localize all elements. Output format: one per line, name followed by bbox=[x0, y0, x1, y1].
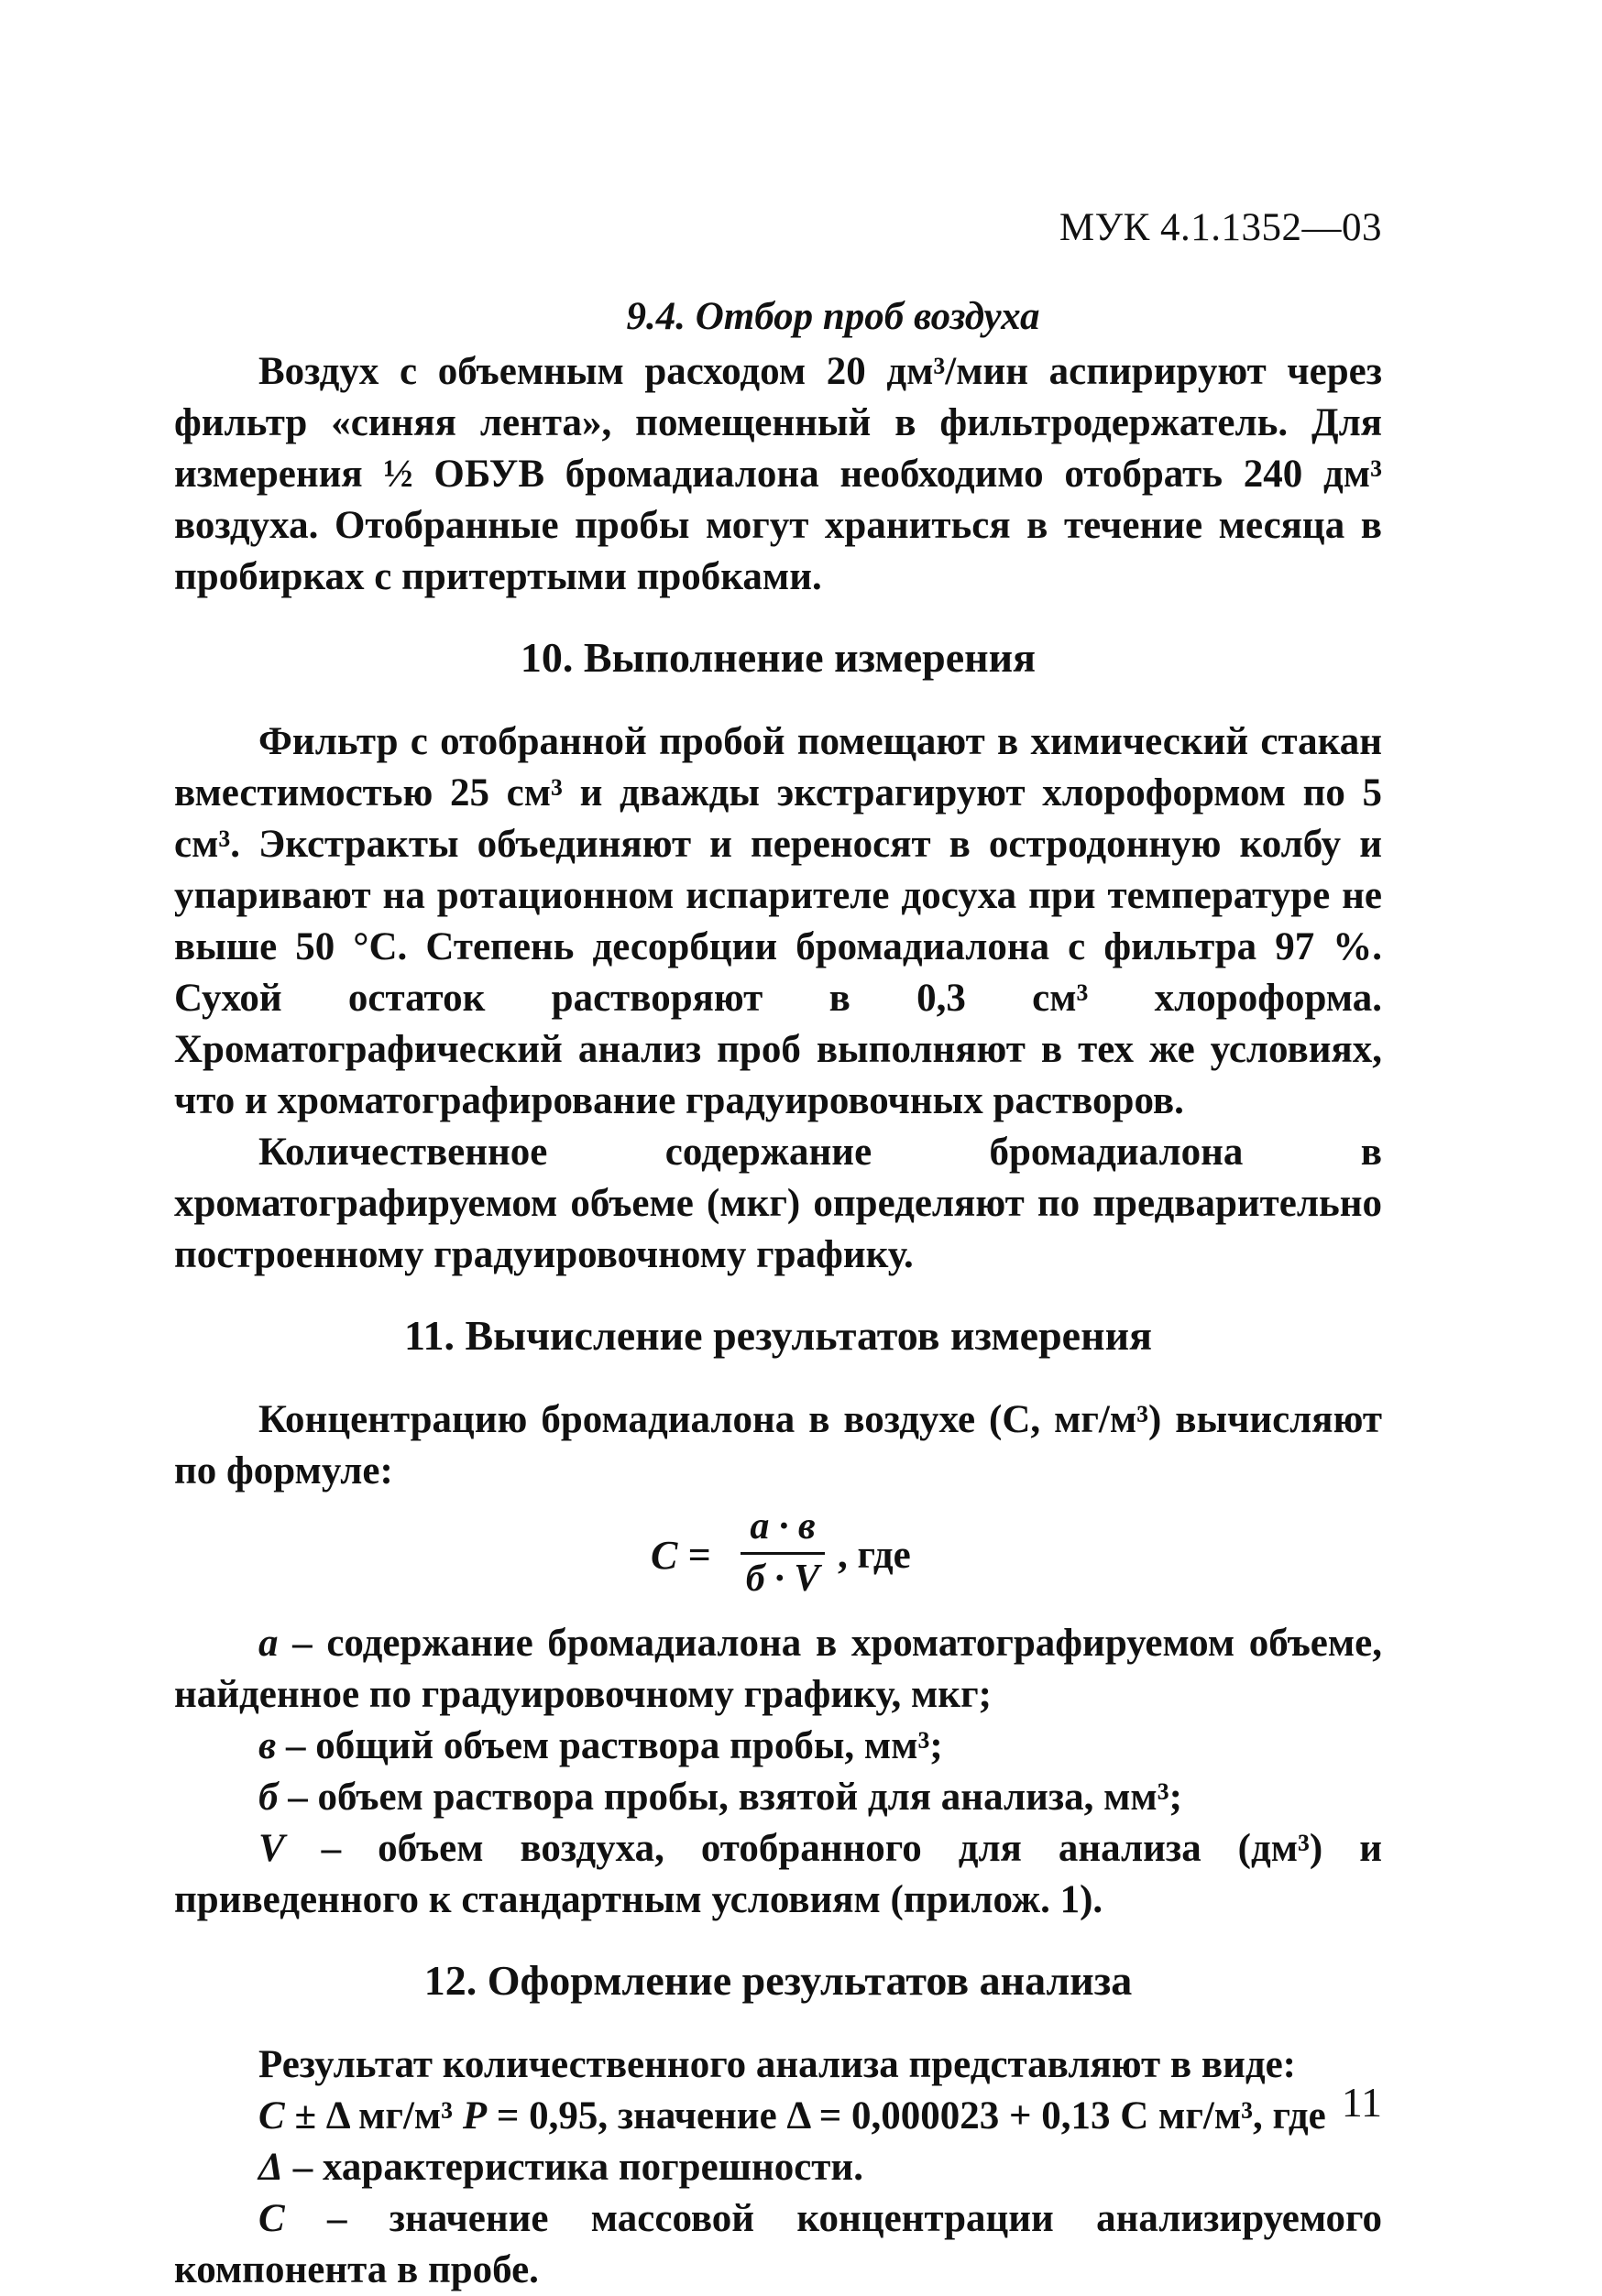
section-11-intro: Концентрацию бромадиалона в воздухе (С, мг/м³) вычисляют по формуле: bbox=[174, 1398, 1382, 1492]
section-11-title: 11. Вычисление результатов измерения bbox=[404, 1312, 1152, 1359]
definition-text: – значение массовой концентрации анализируемого компонента в пробе. bbox=[174, 2197, 1382, 2291]
document-code: МУК 4.1.1352—03 bbox=[1059, 206, 1382, 249]
page-content bbox=[174, 291, 1382, 2296]
definition-v bbox=[174, 1721, 1382, 1772]
section-10-paragraph-2: Количественное содержание бромадиалона в хроматографируемом объеме (мкг) определяют по предварительно построенному градуировочному графику. bbox=[174, 1131, 1382, 1276]
result-symbol: С bbox=[258, 2094, 285, 2137]
definition-c bbox=[174, 2193, 1382, 2296]
probability-text: = 0,95, значение Δ = 0,000023 + 0,13 С мг/м³, где bbox=[487, 2094, 1326, 2137]
section-9-4-title: 9.4. Отбор проб воздуха bbox=[626, 295, 1040, 338]
definition-text: – содержание бромадиалона в хроматографируемом объеме, найденное по градуировочному графику, мкг; bbox=[174, 1622, 1382, 1716]
definition-symbol: С bbox=[258, 2197, 285, 2240]
formula-fraction bbox=[735, 1503, 830, 1602]
definition-a bbox=[174, 1618, 1382, 1721]
definition-text: – объем воздуха, отобранного для анализа (дм³) и приведенного к стандартным условиям (прилож. 1). bbox=[174, 1827, 1382, 1921]
definition-symbol: а bbox=[258, 1622, 279, 1665]
definition-text: – объем раствора пробы, взятой для анализа, мм³; bbox=[278, 1776, 1182, 1819]
definition-symbol: Δ bbox=[258, 2146, 283, 2189]
section-10-paragraph-1: Фильтр с отобранной пробой помещают в химический стакан вместимостью 25 см³ и дважды экстрагируют хлороформом по 5 см³. Экстракты объединяют и переносят в остродонную колбу и упаривают на ротационном испарителе досуха при температуре не выше 50 °С. Степень десорбции бромадиалона с фильтра 97 %. Сухой остаток растворяют в 0,3 см³ хлороформа. Хроматографический анализ проб выполняют в тех же условиях, что и хроматографирование градуировочных растворов. bbox=[174, 720, 1382, 1122]
definition-text: – характеристика погрешности. bbox=[282, 2146, 863, 2189]
section-12-title: 12. Оформление результатов анализа bbox=[423, 1957, 1133, 2004]
definition-symbol: в bbox=[258, 1724, 277, 1767]
section-10-title: 10. Выполнение измерения bbox=[520, 634, 1037, 681]
definition-delta bbox=[174, 2142, 1382, 2193]
formula-lhs: С = bbox=[651, 1533, 711, 1578]
section-9-4-paragraph: Воздух с объемным расходом 20 дм³/мин аспирируют через фильтр «синяя лента», помещенный в фильтродержатель. Для измерения ½ ОБУВ бромадиалона необходимо отобрать 240 дм³ воздуха. Отобранные пробы могут храниться в течение месяца в пробирках с притертыми пробками. bbox=[174, 350, 1382, 598]
definition-b bbox=[174, 1772, 1382, 1823]
result-expression bbox=[174, 2091, 1382, 2142]
formula-numerator: а · в bbox=[750, 1505, 816, 1547]
concentration-formula bbox=[174, 1503, 1382, 1609]
formula-denominator: б · V bbox=[745, 1558, 820, 1600]
page-number: 11 bbox=[1341, 2079, 1382, 2126]
result-text: ± Δ мг/м³ bbox=[284, 2094, 463, 2137]
document-page bbox=[174, 0, 1382, 2291]
definition-symbol: б bbox=[258, 1776, 279, 1819]
probability-symbol: Р bbox=[462, 2094, 488, 2137]
section-12-intro: Результат количественного анализа представляют в виде: bbox=[258, 2043, 1297, 2086]
definition-text: – общий объем раствора пробы, мм³; bbox=[276, 1724, 943, 1767]
definition-symbol: V bbox=[258, 1827, 285, 1870]
formula-suffix: , где bbox=[838, 1534, 911, 1577]
definition-volume bbox=[174, 1823, 1382, 1926]
variable-definitions bbox=[174, 1618, 1382, 1926]
